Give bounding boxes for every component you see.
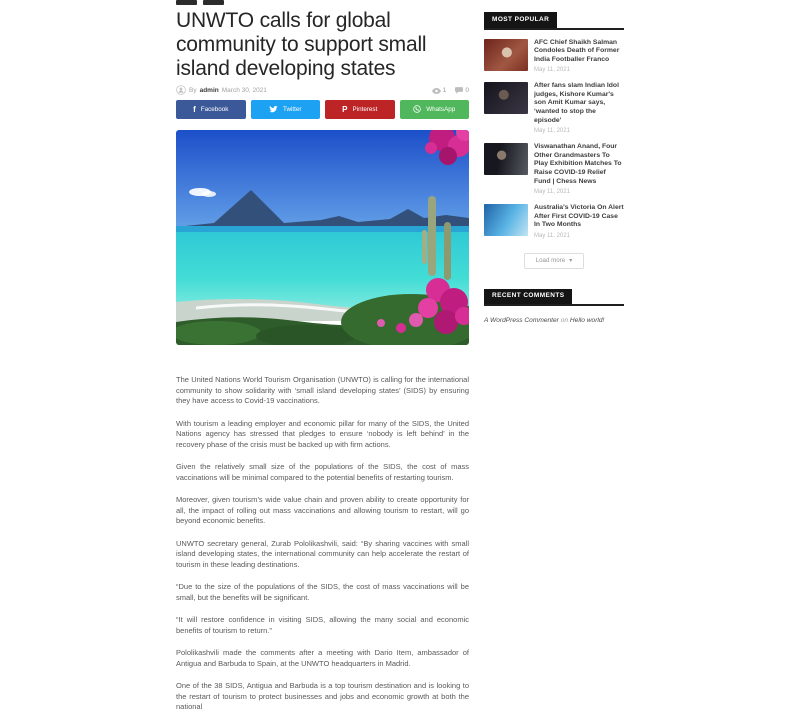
views-stat [432, 87, 447, 94]
paragraph: One of the 38 SIDS, Antigua and Barbuda is a top tourism destination and is looking to the restart of tourism to protect businesses and jobs and economic growth at both the national [176, 681, 469, 711]
paragraph: “It will restore confidence in visiting SIDS, allowing the many social and economic benefits of tourism to return.” [176, 615, 469, 635]
article-thumbnail [484, 204, 528, 236]
popular-item-title: After fans slam Indian Idol judges, Kishore Kumar's son Amit Kumar says, ‘wanted to stop the episode’ [534, 82, 619, 124]
author-link[interactable]: admin [199, 87, 219, 94]
recent-comments-header [484, 289, 624, 307]
author-avatar-icon [176, 85, 186, 97]
article-thumbnail [484, 143, 528, 175]
sidebar [484, 0, 624, 725]
article-stats [432, 87, 469, 94]
popular-item-title: Viswanathan Anand, Four Other Grandmasters To Play Exhibition Matches To Raise COVID-19 Relief Fund | Chess News [534, 143, 622, 185]
popular-item-4[interactable] [484, 204, 624, 239]
recent-comment [484, 317, 624, 324]
twitter-bird-icon [269, 105, 278, 115]
paragraph: Moreover, given tourism’s wide value chain and proven ability to create opportunity for all, the impact of rolling out mass vaccinations and allowing tourism to restart, will go beyond economic benefits. [176, 495, 469, 525]
popular-item-date: May 11, 2021 [534, 189, 570, 196]
load-more-label: Load more [535, 257, 566, 264]
share-facebook-button[interactable] [176, 100, 246, 119]
byline [176, 85, 267, 97]
chevron-down-icon: ▾ [569, 257, 573, 264]
page-container [176, 0, 624, 725]
article-hero-image [176, 130, 469, 345]
category-tags [176, 0, 469, 5]
page-title: UNWTO calls for global community to support small island developing states [176, 9, 427, 80]
paragraph: With tourism a leading employer and economic pillar for many of the SIDS, the United Nations agency has stressed that pledges to ensure ‘nobody is left behind’ in the recovery phase of the crisis must be backed up with firm actions. [176, 418, 469, 449]
byline-row [176, 85, 469, 96]
share-pinterest-button[interactable] [325, 100, 395, 119]
share-label: Facebook [200, 106, 229, 113]
popular-item-2[interactable] [484, 82, 624, 134]
comment-connector: on [560, 317, 569, 324]
share-label: Twitter [282, 106, 302, 113]
popular-item-title: Australia's Victoria On Alert After First COVID-19 Case In Two Months [534, 204, 624, 229]
eye-icon [432, 88, 441, 94]
comment-author-link[interactable]: A WordPress Commenter [484, 317, 559, 324]
share-twitter-button[interactable] [251, 100, 321, 119]
views-count: 1 [442, 87, 447, 94]
widget-title: MOST POPULAR [484, 12, 557, 28]
facebook-icon: f [193, 104, 196, 114]
load-more-button[interactable] [524, 253, 585, 269]
widget-title: RECENT COMMENTS [484, 289, 572, 305]
comment-bubble-icon [455, 87, 463, 94]
category-tag[interactable] [176, 0, 197, 5]
comment-post-link[interactable]: Hello world! [569, 317, 605, 324]
paragraph: The United Nations World Tourism Organisation (UNWTO) is calling for the international community to show solidarity with ‘small island developing states’ (SIDS) by ensuring they have access to Covid-19 vaccinations. [176, 375, 469, 405]
paragraph: “Due to the size of the populations of the SIDS, the cost of mass vaccinations will be small, but the benefits will be significant. [176, 582, 469, 602]
whatsapp-icon [413, 105, 421, 115]
publish-date: March 30, 2021 [221, 87, 267, 94]
paragraph: Given the relatively small size of the populations of the SIDS, the cost of mass vaccinations will be minimal compared to the potential benefits of restarting tourism. [176, 462, 469, 482]
share-label: Pinterest [352, 106, 378, 113]
popular-item-date: May 11, 2021 [534, 233, 570, 239]
most-popular-header [484, 12, 624, 30]
popular-item-title: AFC Chief Shaikh Salman Condoles Death of Former India Footballer Franco [534, 38, 620, 63]
share-label: WhatsApp [426, 106, 456, 113]
share-whatsapp-button[interactable] [400, 100, 470, 119]
pinterest-icon: P [342, 104, 348, 114]
popular-item-1[interactable] [484, 39, 624, 74]
article-thumbnail [484, 82, 528, 114]
popular-item-date: May 11, 2021 [534, 128, 570, 135]
share-buttons [176, 100, 469, 119]
article-column [176, 0, 469, 725]
comments-stat[interactable] [455, 87, 469, 94]
paragraph: Pololikashvili made the comments after a meeting with Dario Item, ambassador of Antigua and Barbuda to Spain, at the UNWTO headquarters in Madrid. [176, 648, 469, 668]
paragraph: UNWTO secretary general, Zurab Pololikashvili, said: “By sharing vaccines with small island developing states, the international community can help accelerate the restart of tourism in these leading destinations. [176, 538, 469, 569]
article-thumbnail [484, 39, 528, 71]
by-label: By [189, 87, 197, 94]
article-body [176, 375, 469, 713]
comments-count: 0 [465, 87, 469, 94]
popular-item-3[interactable] [484, 143, 624, 195]
category-tag[interactable] [203, 0, 224, 5]
popular-item-date: May 11, 2021 [534, 67, 570, 74]
